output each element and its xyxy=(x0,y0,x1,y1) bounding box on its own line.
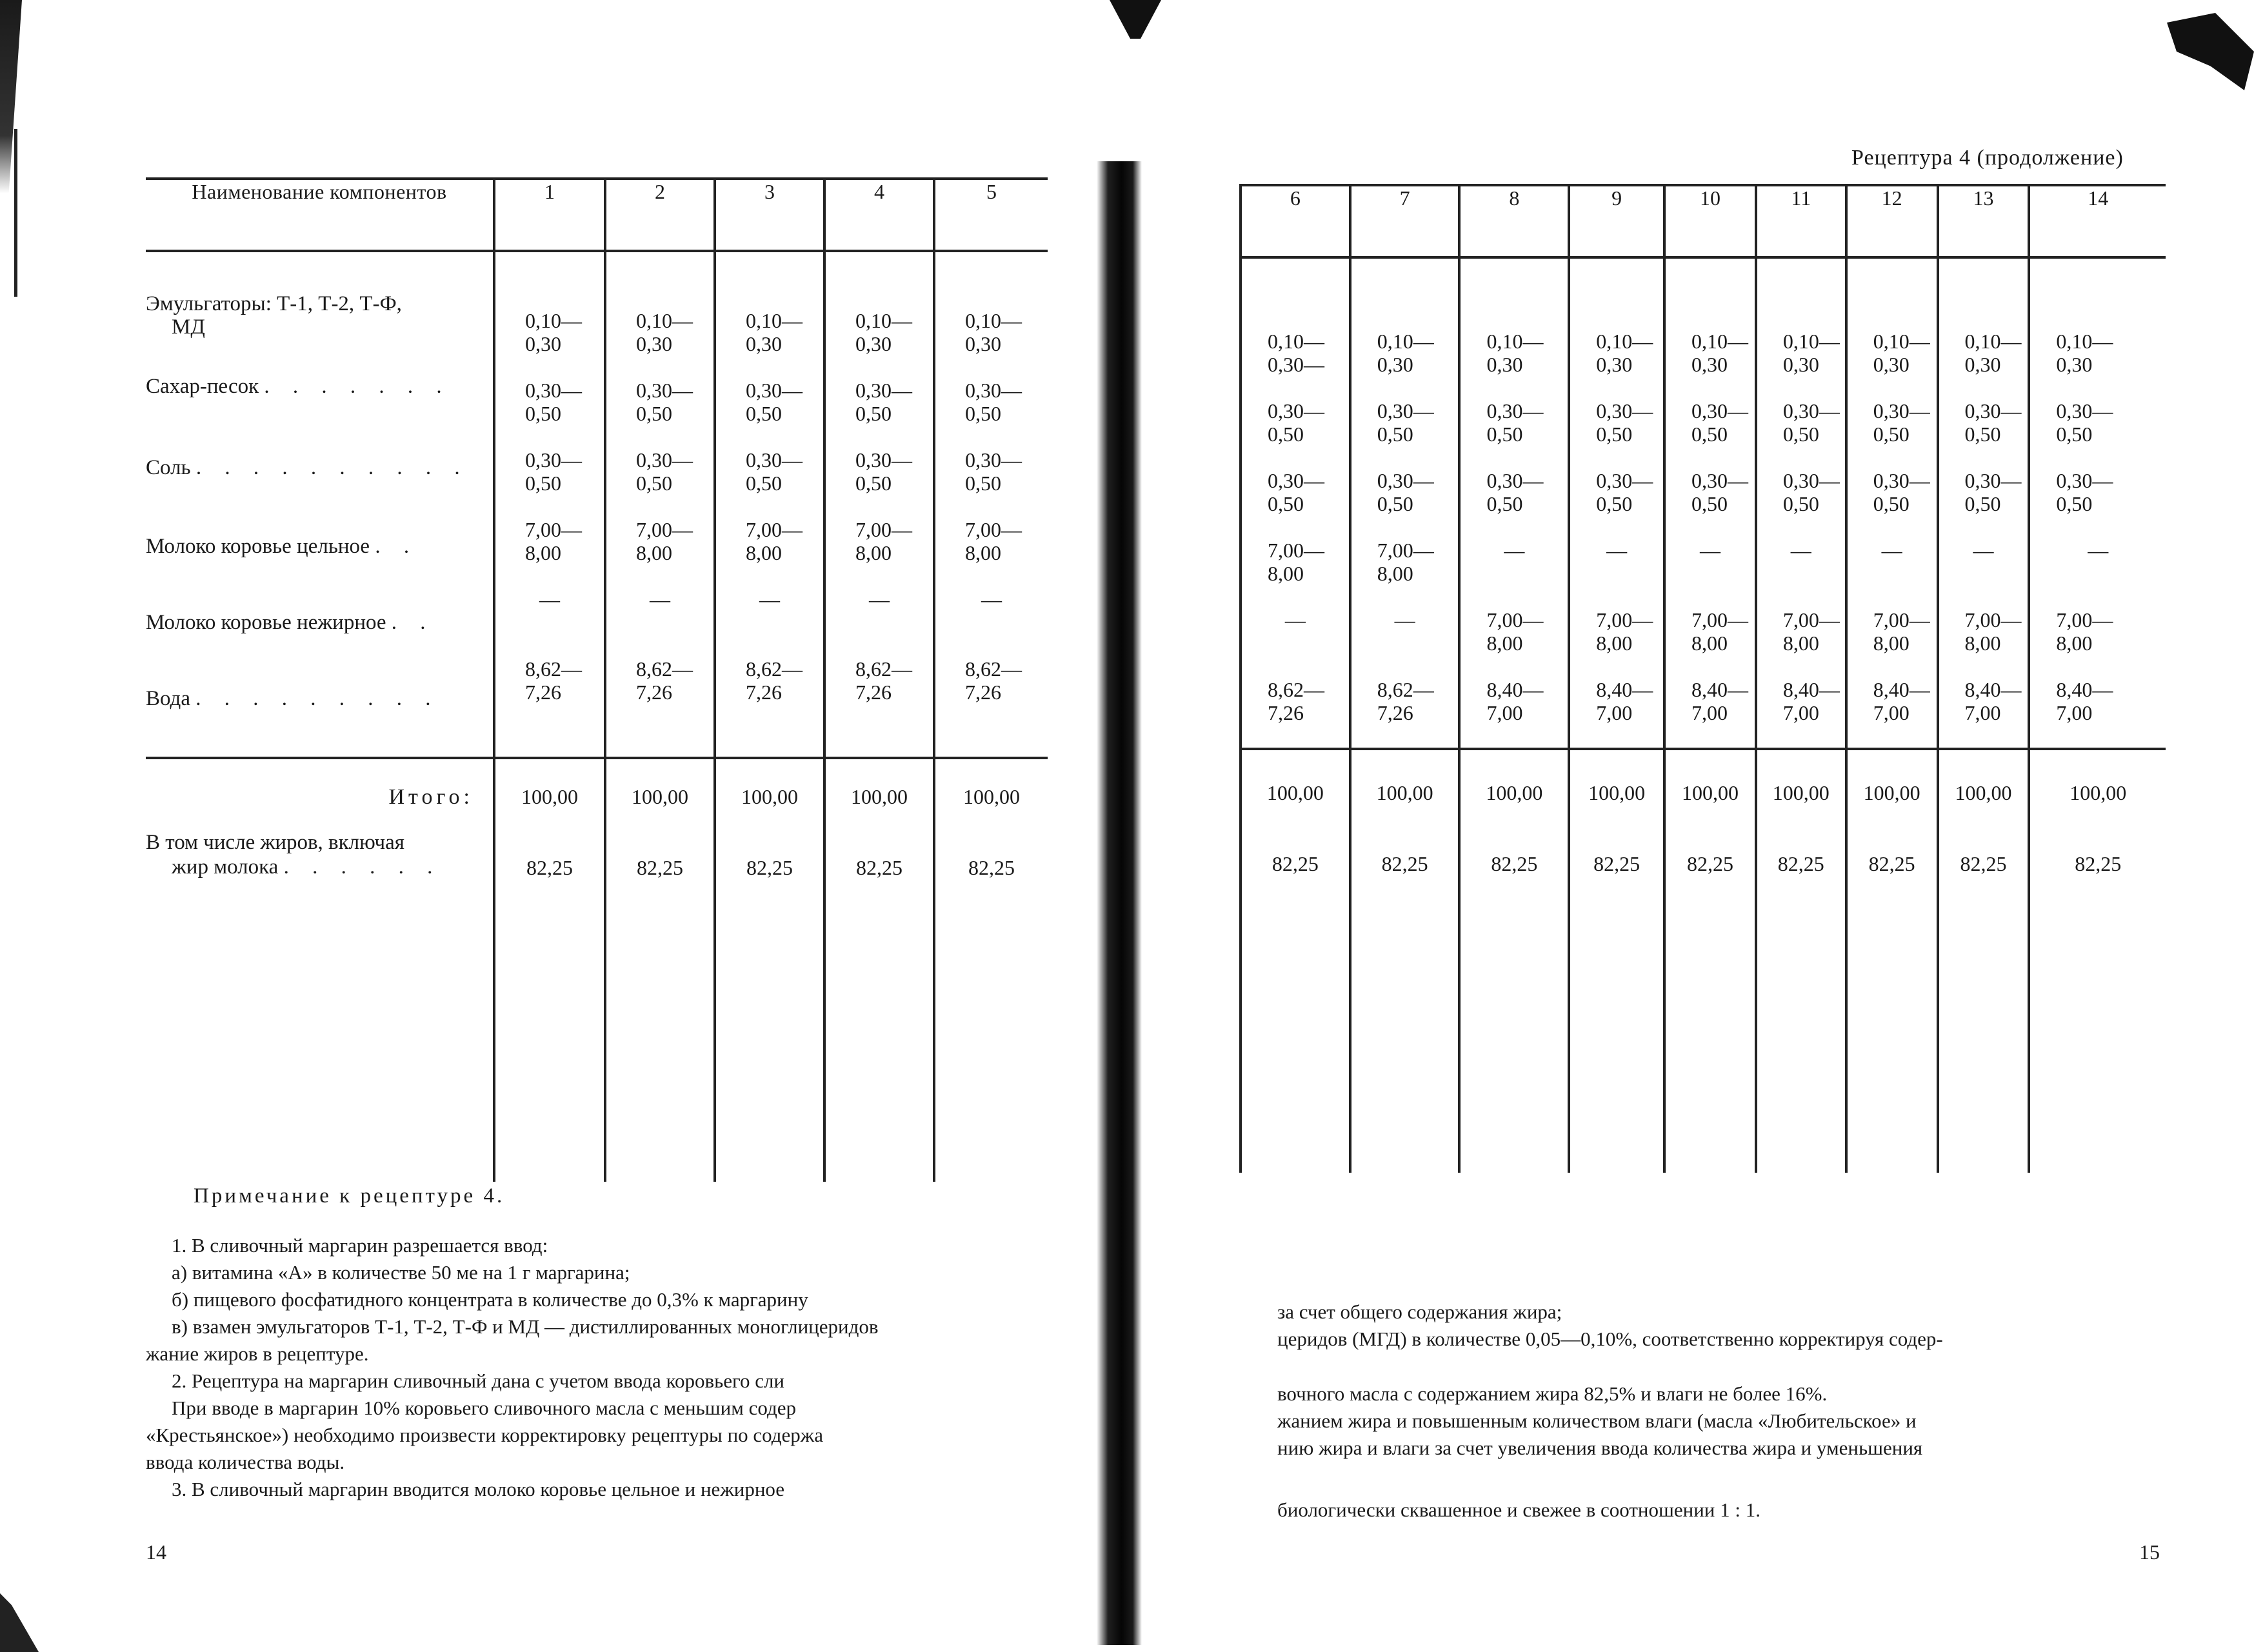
cell-value: 82,25 xyxy=(637,856,683,879)
cell-value: 0,30— 0,50 xyxy=(1268,469,1324,515)
note-line: биологически сквашенное и свежее в соотношении 1 : 1. xyxy=(1277,1498,1760,1521)
cell-value: 8,40— 7,00 xyxy=(1691,678,1749,724)
cell-value: — xyxy=(539,588,560,611)
values-column xyxy=(494,251,605,758)
cell-value: — xyxy=(1973,539,1994,562)
cell-value: 0,10— 0,30 xyxy=(1596,330,1653,376)
cell-value: 82,25 xyxy=(1777,852,1824,875)
cell-value: 100,00 xyxy=(521,785,578,808)
cell-value: 7,00— 8,00 xyxy=(636,518,693,564)
components-row xyxy=(146,251,1048,758)
values-column xyxy=(1459,257,1569,749)
component-name xyxy=(146,444,493,526)
cell-value: 0,30— 0,50 xyxy=(1691,469,1749,515)
recipe-table-left xyxy=(146,177,1048,1182)
cell-value: 8,40— 7,00 xyxy=(1486,678,1544,724)
fat-label-line: В том числе жиров, включая xyxy=(146,831,404,854)
cell-value: 0,30— 0,50 xyxy=(1377,469,1434,515)
cell-value: 100,00 xyxy=(1681,781,1739,804)
column-header-name: Наименование компонентов xyxy=(146,179,494,251)
cell-value: 0,30— 0,50 xyxy=(1268,399,1324,446)
cell-value: 0,10— 0,30 xyxy=(1782,330,1840,376)
cell-value: 100,00 xyxy=(1266,781,1324,804)
cell-value: 8,40— 7,00 xyxy=(1873,678,1930,724)
cell-value: 0,30— 0,50 xyxy=(965,448,1022,495)
book-spine xyxy=(1097,161,1142,1645)
totals-row xyxy=(146,758,1048,1182)
scan-corner-shadow-right xyxy=(2157,13,2254,110)
cell-value: — xyxy=(1504,539,1525,562)
cell-value: 7,00— 8,00 xyxy=(525,518,582,564)
cell-value: 0,30— 0,50 xyxy=(746,448,803,495)
component-name xyxy=(146,526,493,604)
cell-value: 7,00— 8,00 xyxy=(2056,608,2113,655)
cell-value: 8,62— 7,26 xyxy=(1268,678,1324,724)
component-name-line: Эмульгаторы: Т-1, Т-2, Т-Ф, xyxy=(146,292,402,315)
note-line: а) витамина «А» в количестве 50 ме на 1 г маргарина; xyxy=(172,1261,630,1284)
cell-value: 82,25 xyxy=(1491,852,1538,875)
note-line: вочного масла с содержанием жира 82,5% и влаги не более 16%. xyxy=(1277,1382,1828,1405)
totals-labels xyxy=(146,758,494,1182)
cell-value: 8,40— 7,00 xyxy=(2056,678,2113,724)
cell-value: 7,00— 8,00 xyxy=(1596,608,1653,655)
cell-value: 82,25 xyxy=(856,856,903,879)
cell-value: 8,62— 7,26 xyxy=(636,657,693,704)
component-label: Вода xyxy=(146,687,190,710)
notes-right xyxy=(1277,1299,2168,1353)
totals-column xyxy=(715,758,824,1182)
column-header: 11 xyxy=(1756,185,1846,257)
component-name xyxy=(146,362,493,444)
column-header: 1 xyxy=(494,179,605,251)
cell-value: 7,00— 8,00 xyxy=(1964,608,2022,655)
cell-value: 0,10— 0,30 xyxy=(2056,330,2113,376)
cell-value: 8,62— 7,26 xyxy=(746,657,803,704)
totals-column xyxy=(605,758,715,1182)
note-line: ввода количества воды. xyxy=(146,1451,345,1473)
cell-value: 0,30— 0,50 xyxy=(1782,469,1840,515)
note-line: б) пищевого фосфатидного концентрата в количестве до 0,3% к маргарину xyxy=(172,1288,808,1311)
cell-value: 7,00— 8,00 xyxy=(1873,608,1930,655)
note-line: церидов (МГД) в количестве 0,05—0,10%, соответственно корректируя содер- xyxy=(1277,1328,1943,1350)
dot-leader: . . . . . . . . . xyxy=(195,687,440,710)
column-header: 10 xyxy=(1664,185,1756,257)
cell-value: 0,10— 0,30 xyxy=(746,309,803,355)
cell-value: 100,00 xyxy=(2069,781,2127,804)
cell-value: 7,00— 8,00 xyxy=(965,518,1022,564)
totals-column xyxy=(1569,749,1664,1173)
recipe-caption: Рецептура 4 (продолжение) xyxy=(1851,146,2124,170)
notes-left xyxy=(146,1232,1042,1503)
column-header: 4 xyxy=(824,179,934,251)
cell-value: 82,25 xyxy=(1960,852,2007,875)
column-header: 7 xyxy=(1350,185,1460,257)
values-column xyxy=(1664,257,1756,749)
values-column xyxy=(824,251,934,758)
note-line: в) взамен эмульгаторов Т-1, Т-2, Т-Ф и МД — дистиллированных моноглицеридов xyxy=(172,1315,879,1338)
note-line: 2. Рецептура на маргарин сливочный дана с учетом ввода коровьего сли xyxy=(172,1369,785,1392)
cell-value: 0,30— 0,50 xyxy=(636,379,693,425)
cell-value: 7,00— 8,00 xyxy=(1486,608,1544,655)
component-label: Молоко коровье цельное xyxy=(146,535,370,558)
table-header-row xyxy=(1241,185,2166,257)
book-spine-top xyxy=(1110,0,1161,39)
component-label: Сахар-песок xyxy=(146,375,259,398)
values-column xyxy=(2029,257,2166,749)
cell-value: 100,00 xyxy=(632,785,688,808)
values-column xyxy=(1756,257,1846,749)
note-line: 3. В сливочный маргарин вводится молоко коровье цельное и нежирное xyxy=(172,1478,785,1500)
note-line: При вводе в маргарин 10% коровьего сливочного масла с меньшим содер xyxy=(172,1397,796,1419)
cell-value: 0,10— 0,30— xyxy=(1268,330,1324,376)
note-line: жанием жира и повышенным количеством влаги (масла «Любительское» и xyxy=(1277,1409,1917,1432)
cell-value: 7,00— 8,00 xyxy=(1691,608,1749,655)
column-header: 14 xyxy=(2029,185,2166,257)
cell-value: 100,00 xyxy=(1772,781,1830,804)
cell-value: 100,00 xyxy=(1376,781,1433,804)
cell-value: — xyxy=(759,588,780,611)
totals-column xyxy=(1756,749,1846,1173)
cell-value: 100,00 xyxy=(1955,781,2012,804)
cell-value: 0,30— 0,50 xyxy=(525,379,582,425)
cell-value: 0,30— 0,50 xyxy=(1691,399,1749,446)
cell-value: — xyxy=(1606,539,1628,562)
component-name xyxy=(146,681,493,757)
cell-value: 0,30— 0,50 xyxy=(1873,469,1930,515)
cell-value: 100,00 xyxy=(1863,781,1920,804)
cell-value: 8,62— 7,26 xyxy=(965,657,1022,704)
cell-value: 0,30— 0,50 xyxy=(1782,399,1840,446)
totals-column xyxy=(2029,749,2166,1173)
cell-value: 0,10— 0,30 xyxy=(525,309,582,355)
notes-right-final xyxy=(1277,1497,2168,1524)
values-column xyxy=(1938,257,2030,749)
cell-value: 0,30— 0,50 xyxy=(855,379,912,425)
column-header: 8 xyxy=(1459,185,1569,257)
cell-value: 100,00 xyxy=(851,785,908,808)
cell-value: 8,40— 7,00 xyxy=(1782,678,1840,724)
cell-value: 0,10— 0,30 xyxy=(1691,330,1749,376)
cell-value: 0,10— 0,30 xyxy=(1964,330,2022,376)
cell-value: 8,40— 7,00 xyxy=(1964,678,2022,724)
cell-value: 0,30— 0,50 xyxy=(1377,399,1434,446)
cell-value: 0,10— 0,30 xyxy=(1377,330,1434,376)
component-name xyxy=(146,292,493,362)
cell-value: 8,62— 7,26 xyxy=(525,657,582,704)
cell-value: — xyxy=(1699,539,1720,562)
scan-edge-shadow xyxy=(0,0,22,194)
column-header: 12 xyxy=(1846,185,1938,257)
cell-value: 0,10— 0,30 xyxy=(1486,330,1544,376)
cell-value: — xyxy=(1284,608,1306,632)
cell-value: 0,30— 0,50 xyxy=(1486,399,1544,446)
totals-column xyxy=(1938,749,2030,1173)
cell-value: 8,62— 7,26 xyxy=(855,657,912,704)
cell-value: — xyxy=(1394,608,1415,632)
note-line: за счет общего содержания жира; xyxy=(1277,1300,1562,1323)
fat-label-line: жир молока xyxy=(172,855,279,879)
cell-value: 0,30— 0,50 xyxy=(1964,399,2022,446)
cell-value: — xyxy=(2088,539,2109,562)
cell-value: — xyxy=(650,588,670,611)
totals-column xyxy=(494,758,605,1182)
cell-value: 7,00— 8,00 xyxy=(1268,539,1324,585)
cell-value: 0,30— 0,50 xyxy=(2056,469,2113,515)
cell-value: 0,30— 0,50 xyxy=(636,448,693,495)
cell-value: — xyxy=(1881,539,1902,562)
notes-right-continued xyxy=(1277,1380,2168,1462)
totals-column xyxy=(1350,749,1460,1173)
values-column xyxy=(715,251,824,758)
cell-value: 100,00 xyxy=(963,785,1020,808)
cell-value: 7,00— 8,00 xyxy=(855,518,912,564)
cell-value: 0,30— 0,50 xyxy=(1596,399,1653,446)
column-header: 5 xyxy=(934,179,1048,251)
cell-value: 8,40— 7,00 xyxy=(1596,678,1653,724)
dot-leader: . . xyxy=(375,535,419,558)
dot-leader: . . . . . . . . . . xyxy=(195,456,469,479)
cell-value: 0,30— 0,50 xyxy=(965,379,1022,425)
cell-value: 7,00— 8,00 xyxy=(746,518,803,564)
component-name xyxy=(146,604,493,681)
totals-column xyxy=(1846,749,1938,1173)
values-column xyxy=(1569,257,1664,749)
values-column xyxy=(1350,257,1460,749)
component-name-line: МД xyxy=(172,315,205,339)
dot-leader: . . xyxy=(391,611,435,634)
cell-value: 0,30— 0,50 xyxy=(855,448,912,495)
cell-value: 0,30— 0,50 xyxy=(1964,469,2022,515)
cell-value: — xyxy=(981,588,1002,611)
values-column xyxy=(1846,257,1938,749)
column-header: 2 xyxy=(605,179,715,251)
cell-value: 0,10— 0,30 xyxy=(965,309,1022,355)
scan-corner-shadow xyxy=(0,1593,39,1652)
column-header: 6 xyxy=(1241,185,1350,257)
cell-value: 0,30— 0,50 xyxy=(1873,399,1930,446)
column-header: 9 xyxy=(1569,185,1664,257)
cell-value: 82,25 xyxy=(1272,852,1319,875)
totals-column xyxy=(1241,749,1350,1173)
cell-value: 82,25 xyxy=(968,856,1015,879)
cell-value: 82,25 xyxy=(2075,852,2122,875)
cell-value: 0,30— 0,50 xyxy=(2056,399,2113,446)
component-label: Соль xyxy=(146,456,191,479)
cell-value: 0,30— 0,50 xyxy=(525,448,582,495)
note-line: жание жиров в рецептуре. xyxy=(146,1342,369,1365)
cell-value: 0,30— 0,50 xyxy=(1596,469,1653,515)
scan-edge-line xyxy=(14,129,17,297)
values-column xyxy=(934,251,1048,758)
dot-leader: . . . . . . xyxy=(283,855,442,879)
component-label: Молоко коровье нежирное xyxy=(146,611,386,634)
cell-value: 0,10— 0,30 xyxy=(855,309,912,355)
cell-value: 100,00 xyxy=(1588,781,1646,804)
table-header-row xyxy=(146,179,1048,251)
cell-value: 7,00— 8,00 xyxy=(1782,608,1840,655)
cell-value: 100,00 xyxy=(741,785,798,808)
cell-value: 100,00 xyxy=(1486,781,1543,804)
recipe-table-right xyxy=(1239,184,2166,1173)
cell-value: 82,25 xyxy=(1593,852,1641,875)
cell-value: 7,00— 8,00 xyxy=(1377,539,1434,585)
cell-value: 0,30— 0,50 xyxy=(746,379,803,425)
components-row xyxy=(1241,257,2166,749)
cell-value: 0,10— 0,30 xyxy=(636,309,693,355)
totals-column xyxy=(1664,749,1756,1173)
cell-value: 82,25 xyxy=(1381,852,1428,875)
cell-value: 0,10— 0,30 xyxy=(1873,330,1930,376)
cell-value: 8,62— 7,26 xyxy=(1377,678,1434,724)
cell-value: 82,25 xyxy=(1868,852,1915,875)
note-line: 1. В сливочный маргарин разрешается ввод: xyxy=(172,1234,548,1257)
column-header: 3 xyxy=(715,179,824,251)
dot-leader: . . . . . . . xyxy=(264,375,451,398)
page-number-right: 15 xyxy=(2139,1540,2160,1564)
values-column xyxy=(605,251,715,758)
cell-value: 82,25 xyxy=(1686,852,1733,875)
cell-value: — xyxy=(1790,539,1811,562)
page-number-left: 14 xyxy=(146,1540,166,1564)
totals-row xyxy=(1241,749,2166,1173)
cell-value: 0,30— 0,50 xyxy=(1486,469,1544,515)
cell-value: 82,25 xyxy=(746,856,793,879)
values-column xyxy=(1241,257,1350,749)
note-line: «Крестьянское») необходимо произвести корректировку рецептуры по содержа xyxy=(146,1424,823,1446)
cell-value: 82,25 xyxy=(526,856,573,879)
component-names xyxy=(146,251,494,758)
notes-title: Примечание к рецептуре 4. xyxy=(194,1184,505,1208)
column-header: 13 xyxy=(1938,185,2030,257)
cell-value: — xyxy=(869,588,890,611)
fat-label xyxy=(146,830,493,879)
totals-column xyxy=(1459,749,1569,1173)
note-line: нию жира и влаги за счет увеличения ввода количества жира и уменьшения xyxy=(1277,1437,1923,1459)
totals-column xyxy=(824,758,934,1182)
total-label: Итого: xyxy=(388,785,474,809)
totals-column xyxy=(934,758,1048,1182)
